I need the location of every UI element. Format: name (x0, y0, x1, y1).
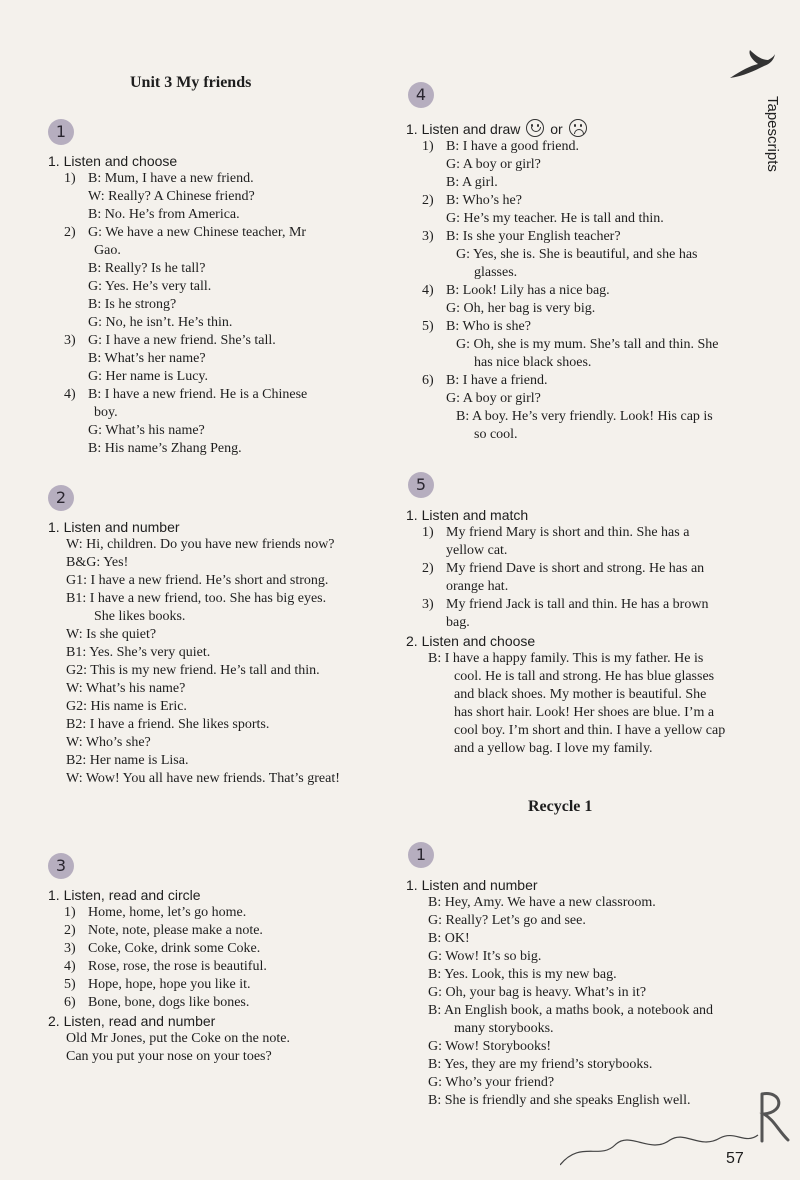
match-sentence: My friend Dave is short and strong. He has an orange hat. (446, 561, 705, 594)
item-number: 3) (422, 229, 434, 244)
list-item (48, 224, 366, 242)
list-item (406, 560, 726, 596)
list-item (48, 994, 366, 1012)
rhyme-line: Coke, Coke, drink some Coke. (88, 941, 261, 956)
section-badge-2: 2 (48, 485, 74, 511)
dialogue-line: B: Mum, I have a new friend. (88, 171, 254, 186)
item-number: 1) (64, 171, 76, 186)
dialogue-line: B1: I have a new friend, too. She has big eyes. (66, 591, 327, 606)
dialogue-line: B: An English book, a maths book, a notebook and many storybooks. (428, 1003, 714, 1036)
dialogue-line: G: Yes, she is. She is beautiful, and she has glasses. (456, 247, 698, 280)
section-3 (48, 886, 366, 1066)
dialogue-line: B: Look! Lily has a nice bag. (446, 283, 610, 298)
item-number: 2) (422, 193, 434, 208)
dialogue-line: G: Really? Let’s go and see. (428, 913, 586, 928)
list-item (406, 318, 726, 336)
section-heading: 1. Listen and number (48, 519, 180, 535)
list-item (48, 922, 366, 940)
section-5 (406, 506, 726, 758)
match-sentence: My friend Mary is short and thin. She has a yellow cat. (446, 525, 690, 558)
dialogue-line: W: Is she quiet? (66, 627, 157, 642)
section-badge-5: 5 (408, 472, 434, 498)
list-item (48, 940, 366, 958)
dialogue-line: G: Oh, she is my mum. She’s tall and thin. She has nice black shoes. (456, 337, 719, 370)
item-number: 6) (64, 995, 76, 1010)
dialogue-line: B2: I have a friend. She likes sports. (66, 717, 270, 732)
list-item (48, 386, 366, 404)
dialogue-line: G1: I have a new friend. He’s short and strong. (66, 573, 329, 588)
dialogue-line: G: A boy or girl? (446, 157, 541, 172)
section-4 (406, 119, 726, 444)
item-number: 3) (64, 941, 76, 956)
dialogue-line: G: Oh, your bag is heavy. What’s in it? (428, 985, 647, 1000)
item-number: 3) (64, 333, 76, 348)
dialogue-line: G: Yes. He’s very tall. (88, 279, 212, 294)
rhyme-line: Can you put your nose on your toes? (66, 1049, 272, 1064)
dialogue-line: B: I have a new friend. He is a Chinese (88, 387, 308, 402)
match-sentence: My friend Jack is tall and thin. He has a brown bag. (446, 597, 709, 630)
list-item (48, 976, 366, 994)
dialogue-line: G: No, he isn’t. He’s thin. (88, 315, 233, 330)
rhyme-line: Hope, hope, hope you like it. (88, 977, 251, 992)
dialogue-line: boy. (94, 405, 118, 420)
smiley-sad-icon (569, 119, 587, 137)
item-number: 2) (64, 225, 76, 240)
dialogue-line: B: What’s her name? (88, 351, 206, 366)
dialogue-line: G2: This is my new friend. He’s tall and thin. (66, 663, 320, 678)
heading-text: 1. Listen and draw (406, 121, 521, 137)
item-number: 4) (422, 283, 434, 298)
rhyme-line: Home, home, let’s go home. (88, 905, 247, 920)
list-item (406, 282, 726, 300)
recycle-title: Recycle 1 (528, 798, 593, 815)
list-item (406, 524, 726, 560)
item-number: 2) (64, 923, 76, 938)
dialogue-line: W: What’s his name? (66, 681, 186, 696)
item-number: 4) (64, 387, 76, 402)
bird-icon (728, 48, 776, 84)
dialogue-line: G: He’s my teacher. He is tall and thin. (446, 211, 664, 226)
list-item (48, 904, 366, 922)
side-tab-label: Tapescripts (764, 96, 781, 172)
dialogue-line: B: I have a friend. (446, 373, 548, 388)
dialogue-line: W: Really? A Chinese friend? (88, 189, 255, 204)
section-2 (48, 518, 366, 788)
dialogue-line: W: Who’s she? (66, 735, 151, 750)
list-item (406, 228, 726, 246)
dialogue-line: B&G: Yes! (66, 555, 129, 570)
rhyme-line: Bone, bone, dogs like bones. (88, 995, 250, 1010)
dialogue-line: G: Her name is Lucy. (88, 369, 208, 384)
item-number: 5) (64, 977, 76, 992)
dialogue-line: She likes books. (94, 609, 186, 624)
dialogue-line: B2: Her name is Lisa. (66, 753, 189, 768)
dialogue-line: W: Wow! You all have new friends. That’s great! (66, 771, 340, 786)
unit-title: Unit 3 My friends (130, 74, 252, 91)
section-1 (48, 152, 366, 458)
dialogue-line: B: She is friendly and she speaks English well. (428, 1093, 691, 1108)
section-badge-1: 1 (48, 119, 74, 145)
dialogue-line: G: A boy or girl? (446, 391, 541, 406)
smiley-happy-icon (526, 119, 544, 137)
rhyme-line: Old Mr Jones, put the Coke on the note. (66, 1031, 290, 1046)
letter-r-decoration (754, 1086, 794, 1146)
dialogue-line: B: OK! (428, 931, 470, 946)
page-number: 57 (726, 1150, 744, 1167)
section-heading: 1. Listen and match (406, 507, 529, 523)
dialogue-line: G: Wow! Storybooks! (428, 1039, 552, 1054)
section-heading: 1. Listen and number (406, 877, 538, 893)
dialogue-line: B: Yes. Look, this is my new bag. (428, 967, 617, 982)
list-item (406, 372, 726, 390)
section-heading: 1. Listen and choose (48, 153, 178, 169)
dialogue-line: B: I have a good friend. (446, 139, 579, 154)
section-heading: 2. Listen, read and number (48, 1013, 216, 1029)
item-number: 4) (64, 959, 76, 974)
section-heading: 1. Listen, read and circle (48, 887, 201, 903)
dialogue-line: B1: Yes. She’s very quiet. (66, 645, 211, 660)
dialogue-line: W: Hi, children. Do you have new friends now? (66, 537, 335, 552)
dialogue-line: B: His name’s Zhang Peng. (88, 441, 242, 456)
dialogue-line: B: Is he strong? (88, 297, 177, 312)
section-badge-recycle-1: 1 (408, 842, 434, 868)
section-heading: 2. Listen and choose (406, 633, 536, 649)
item-number: 2) (422, 561, 434, 576)
dialogue-line: G: Oh, her bag is very big. (446, 301, 596, 316)
dialogue-line: B: Is she your English teacher? (446, 229, 621, 244)
item-number: 6) (422, 373, 434, 388)
list-item (406, 138, 726, 156)
item-number: 1) (64, 905, 76, 920)
dialogue-line: G2: His name is Eric. (66, 699, 187, 714)
section-badge-4: 4 (408, 82, 434, 108)
list-item (406, 192, 726, 210)
dialogue-line: B: A boy. He’s very friendly. Look! His cap is so cool. (456, 409, 713, 442)
dialogue-line: G: I have a new friend. She’s tall. (88, 333, 276, 348)
dialogue-line: G: Who’s your friend? (428, 1075, 555, 1090)
item-number: 1) (422, 139, 434, 154)
dialogue-line: B: Who is she? (446, 319, 531, 334)
dialogue-line: B: Really? Is he tall? (88, 261, 206, 276)
dialogue-line: G: We have a new Chinese teacher, Mr (88, 225, 307, 240)
item-number: 3) (422, 597, 434, 612)
section-heading (406, 119, 726, 138)
dialogue-line: B: Who’s he? (446, 193, 522, 208)
list-item (48, 170, 366, 188)
dialogue-line: Gao. (94, 243, 121, 258)
recycle-section (406, 876, 726, 1110)
list-item (48, 332, 366, 350)
dialogue-line: B: No. He’s from America. (88, 207, 240, 222)
paragraph: B: I have a happy family. This is my father. He is cool. He is tall and strong. He has blue glasses and black shoes. My mother is beautiful. She has short hair. Look! Her shoes are blue. I’m a cool boy. I’m short and thin. I have a yellow cap and a yellow bag. I love my family. (428, 651, 726, 756)
item-number: 5) (422, 319, 434, 334)
dialogue-line: B: A girl. (446, 175, 498, 190)
item-number: 1) (422, 525, 434, 540)
dialogue-line: G: What’s his name? (88, 423, 205, 438)
rhyme-line: Rose, rose, the rose is beautiful. (88, 959, 267, 974)
dialogue-line: G: Wow! It’s so big. (428, 949, 542, 964)
list-item (48, 958, 366, 976)
section-badge-3: 3 (48, 853, 74, 879)
list-item (406, 596, 726, 632)
rhyme-line: Note, note, please make a note. (88, 923, 263, 938)
heading-or: or (550, 121, 563, 137)
dialogue-line: B: Yes, they are my friend’s storybooks. (428, 1057, 653, 1072)
dialogue-line: B: Hey, Amy. We have a new classroom. (428, 895, 656, 910)
